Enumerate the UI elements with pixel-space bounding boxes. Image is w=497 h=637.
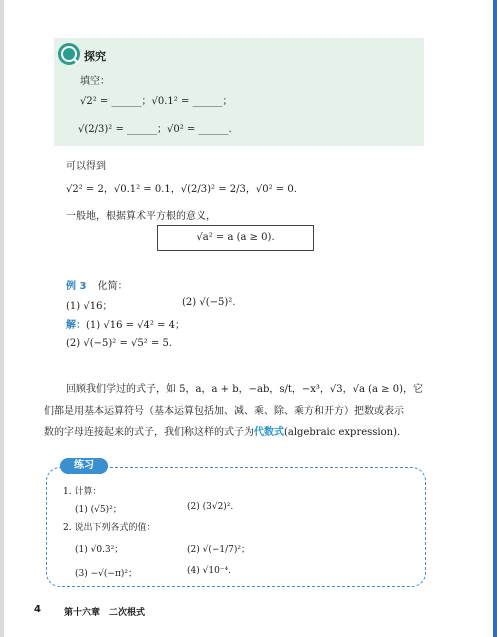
practice-item-1: 1. 计算： [63, 487, 102, 497]
example-label: 例 3 [66, 281, 87, 292]
example-header [66, 277, 128, 292]
term-algebraic-expression: 代数式 [254, 427, 284, 438]
practice-item-1b: (2) (3√2)². [187, 502, 234, 512]
explore-box [54, 38, 424, 146]
chapter-title: 第十六章 二次根式 [64, 608, 146, 618]
practice-item-1a: (1) (√5)²； [75, 505, 122, 515]
solution-label: 解： [66, 320, 86, 331]
practice-item-2d: (4) √10⁻⁴. [187, 566, 232, 576]
key-formula-box [157, 225, 314, 251]
page-left-edge [0, 0, 4, 637]
review-line-2: 们都是用基本运算符号（基本运算包括加、减、乘、除、乘方和开方）把数或表示 [44, 406, 404, 417]
practice-item-2b: (2) √(−1/7)²； [187, 545, 251, 555]
solution-1-text: (1) √16 = √4² = 4； [86, 320, 186, 331]
derive-generally: 一般地，根据算术平方根的意义， [66, 211, 216, 222]
key-formula: √a² = a (a ≥ 0). [196, 232, 275, 243]
explore-title: 探究 [84, 50, 106, 63]
practice-box [46, 467, 426, 587]
page-right-edge [493, 0, 497, 637]
example-solution-1 [66, 316, 185, 331]
practice-tab: 练习 [60, 458, 108, 474]
review-line-3 [44, 423, 400, 438]
example-task: 化简： [97, 281, 128, 292]
explore-prompt: 填空： [80, 76, 110, 87]
derive-results: √2² = 2，√0.1² = 0.1，√(2/3)² = 2/3，√0² = 0. [66, 184, 297, 195]
page-number: 4 [34, 604, 41, 615]
review-line-3-before: 数的字母连接起来的式子，我们称这样的式子为 [44, 427, 254, 438]
derive-intro: 可以得到 [66, 161, 106, 172]
example-question-1: (1) √16； [66, 301, 113, 312]
example-question-2: (2) √(−5)². [182, 297, 236, 308]
practice-item-2: 2. 说出下列各式的值： [63, 523, 156, 533]
review-line-3-after: (algebraic expression). [284, 427, 401, 438]
example-solution-2: (2) √(−5)² = √5² = 5. [66, 338, 173, 349]
practice-item-2c: (3) −√(−π)²； [75, 569, 137, 579]
review-line-1: 回顾我们学过的式子，如 5，a，a + b，−ab，s/t，−x³，√3，√a (a ≥ 0)，它 [66, 384, 424, 395]
explore-row-2: √(2/3)² = ______；√0² = ______. [78, 124, 232, 135]
explore-icon [58, 43, 80, 65]
practice-item-2a: (1) √0.3²； [75, 545, 124, 555]
explore-row-1: √2² = ______；√0.1² = ______； [80, 96, 233, 107]
